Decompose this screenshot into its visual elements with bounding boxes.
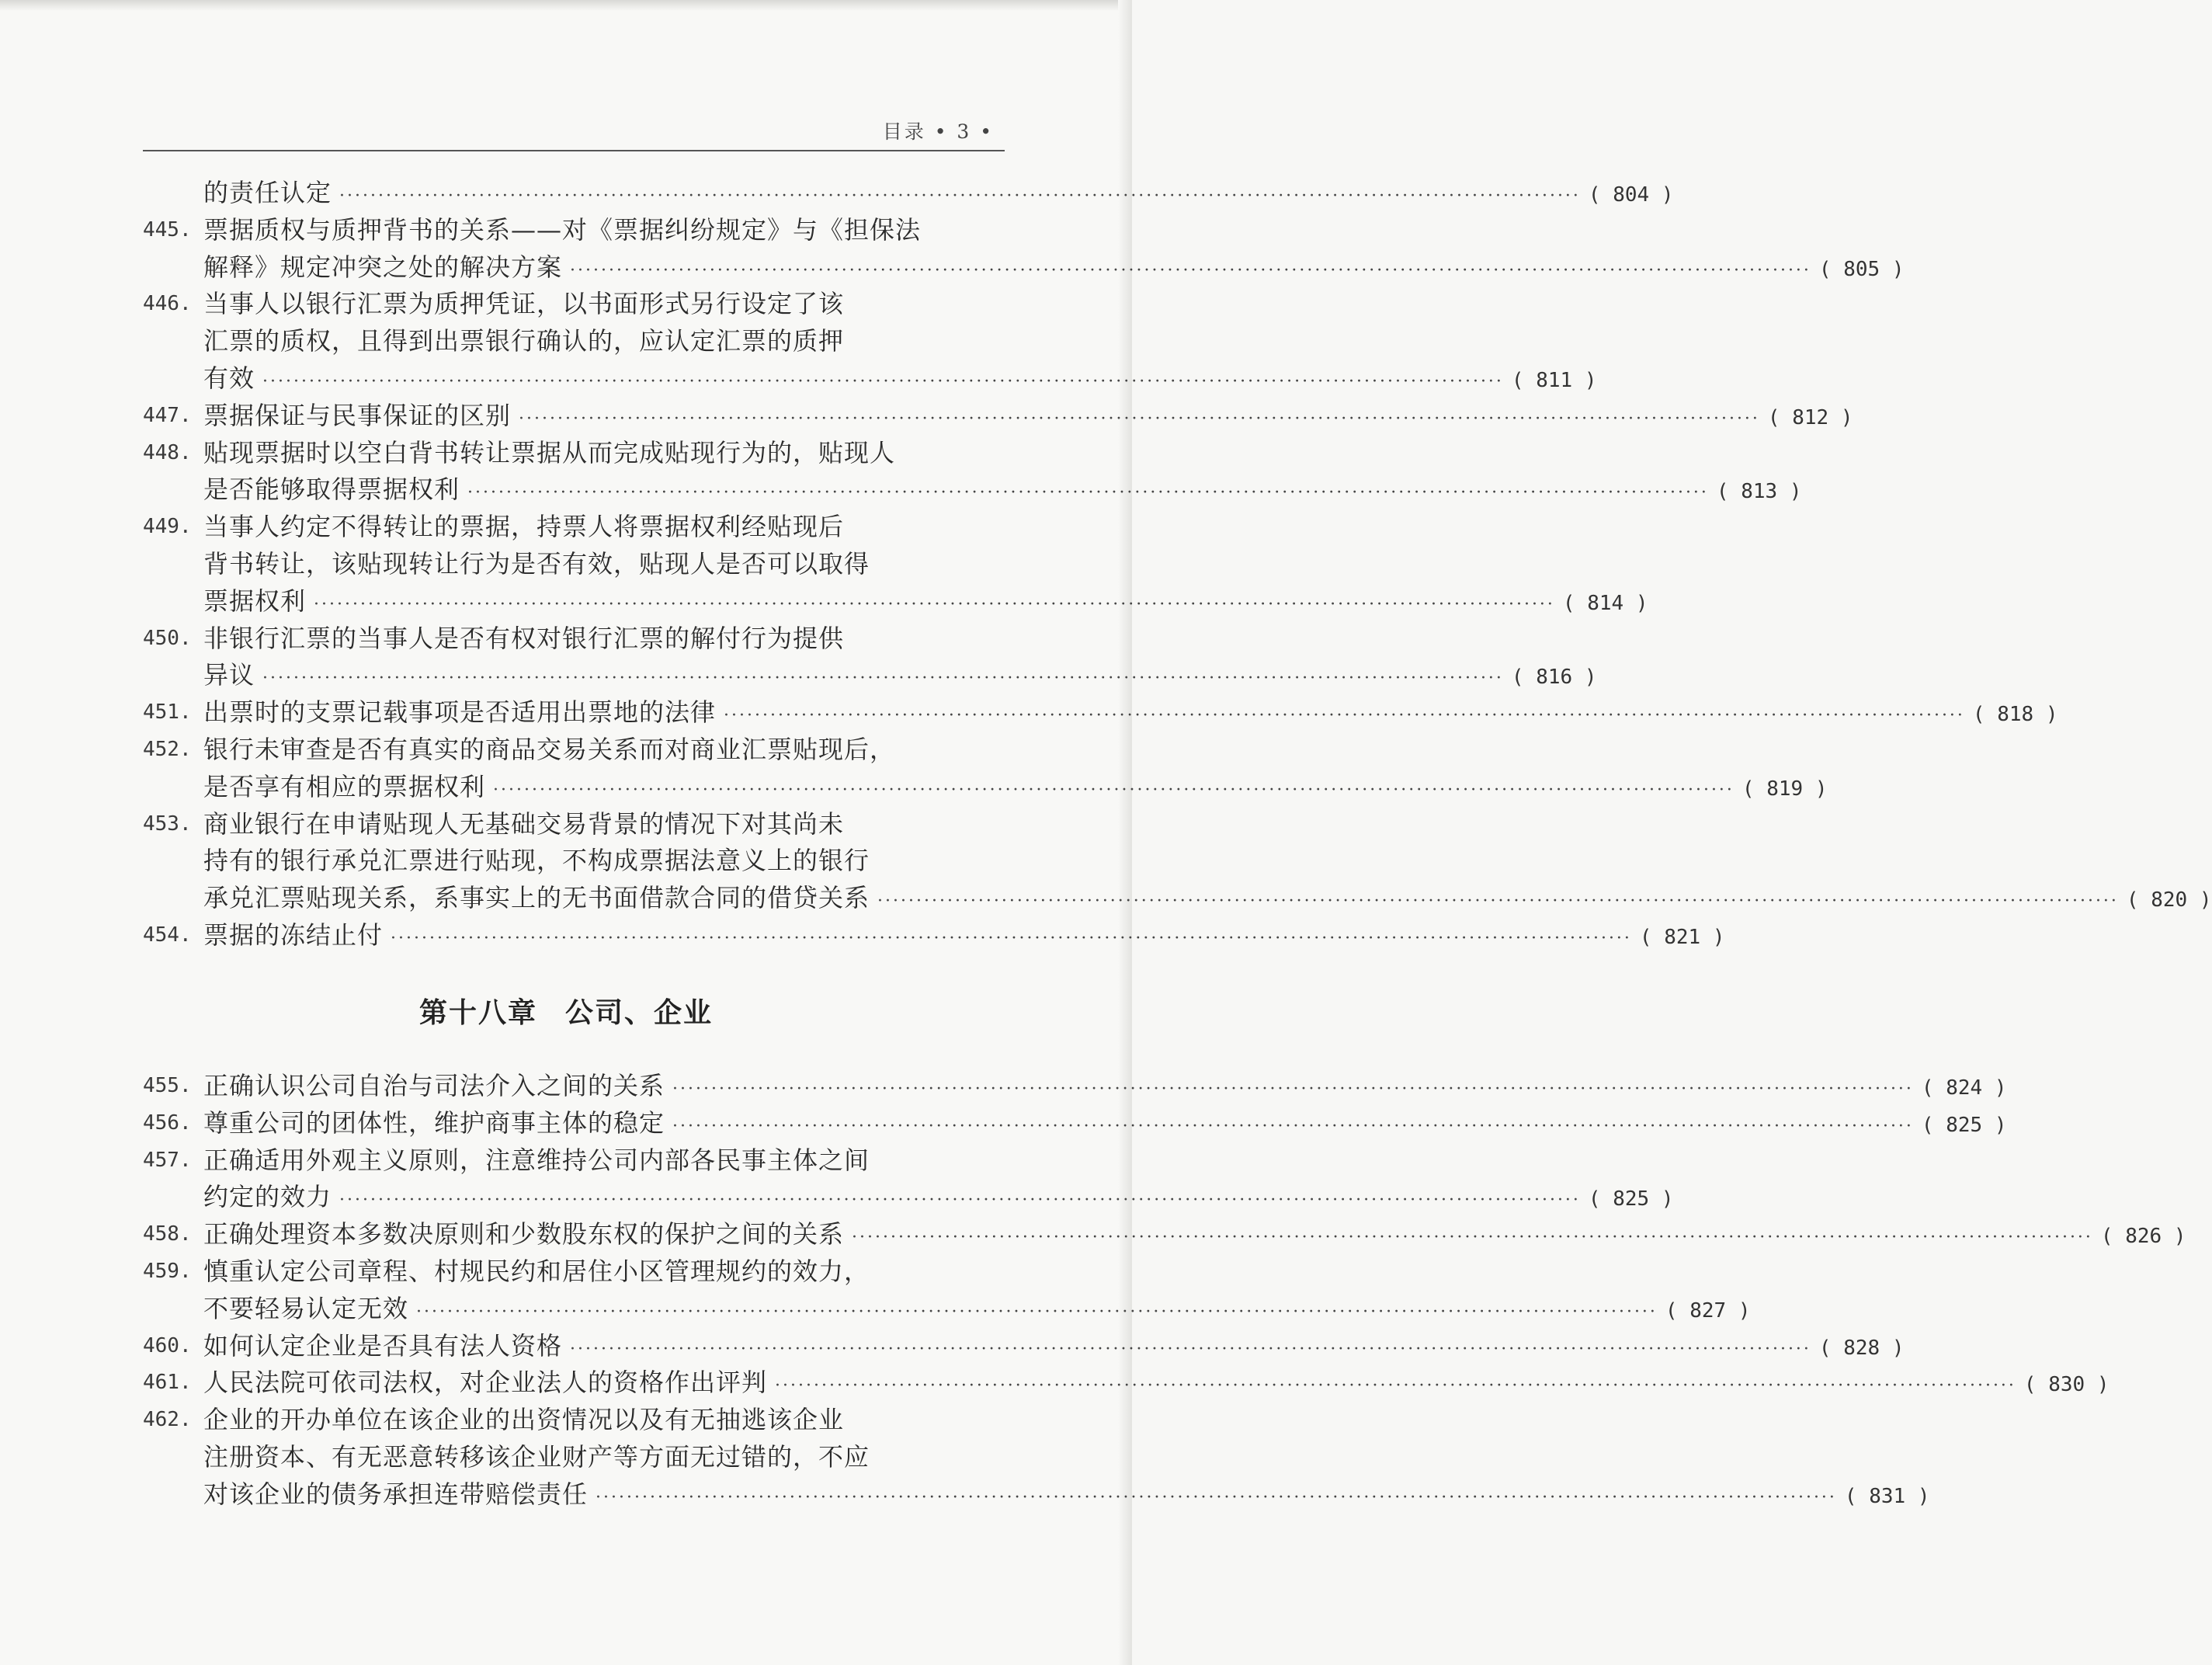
page-number: ( 816 )	[1511, 666, 1597, 690]
toc-line	[143, 656, 1597, 693]
page-number: ( 828 )	[1818, 1336, 1905, 1360]
leader-dots: ································································································································································	[262, 669, 1504, 689]
chapter-title: 公司、企业	[565, 997, 714, 1029]
leader-dots: ································································································································································	[416, 1302, 1658, 1322]
toc-line	[143, 731, 1006, 768]
toc-line	[143, 285, 1006, 322]
page-number: ( 824 )	[1921, 1076, 2007, 1100]
entry-title-line: 是否能够取得票据权利	[203, 474, 460, 505]
toc-line	[143, 1438, 1006, 1476]
entry-title-line: 票据权利	[203, 586, 307, 616]
toc-line	[143, 842, 1006, 879]
entry-title-line: 商业银行在申请贴现人无基础交易背景的情况下对其尚未	[203, 808, 845, 839]
leader-dots: ································································································································································	[314, 594, 1555, 614]
entry-title-line: 票据的冻结止付	[203, 920, 384, 950]
toc-entry-link[interactable]	[203, 879, 2212, 920]
toc-entry-link[interactable]	[203, 1178, 1674, 1219]
toc-line	[143, 434, 1006, 471]
entry-title-line: 不要轻易认定无效	[203, 1293, 409, 1323]
entry-title-line: 慎重认定公司章程、村规民约和居住小区管理规约的效力，	[203, 1257, 870, 1286]
entry-title-line: 当事人以银行汇票为质押凭证，以书面形式另行设定了该	[203, 289, 845, 319]
toc-line	[143, 211, 1006, 249]
running-header: 目录 • 3 •	[882, 120, 994, 143]
entry-title-line: 正确处理资本多数决原则和少数股东权的保护之间的关系	[203, 1219, 845, 1250]
toc-entry-link[interactable]	[203, 1067, 2007, 1108]
leader-dots: ································································································································································	[339, 186, 1581, 206]
entry-number: 455.	[143, 1074, 192, 1097]
page-number: ( 825 )	[1588, 1187, 1674, 1211]
toc-line	[143, 1327, 1905, 1364]
toc-entry-link[interactable]	[203, 249, 1905, 290]
leader-dots: ································································································································································	[339, 1191, 1581, 1211]
toc-entry-link[interactable]	[203, 656, 1597, 697]
leader-dots: ································································································································································	[262, 372, 1504, 391]
toc-line	[143, 1401, 1006, 1438]
entry-number: 450.	[143, 626, 192, 650]
entry-title-line: 贴现票据时以空白背书转让票据从而完成贴现行为的，贴现人	[203, 437, 896, 468]
toc-line	[143, 322, 1006, 360]
page-number: ( 811 )	[1511, 369, 1597, 392]
toc-line	[143, 1290, 1751, 1327]
page-number: ( 804 )	[1588, 183, 1674, 207]
page-number: ( 812 )	[1767, 405, 1853, 429]
toc-line	[143, 620, 1006, 657]
leader-dots: ································································································································································	[852, 1228, 2093, 1248]
entry-title-line: 汇票的质权，且得到出票银行确认的，应认定汇票的质押	[203, 326, 845, 356]
entry-number: 461.	[143, 1371, 192, 1395]
entry-title-line: 约定的效力	[203, 1182, 332, 1212]
toc-entry-link[interactable]	[203, 1104, 2007, 1145]
entry-title-line: 解释》规定冲突之处的解决方案	[203, 252, 563, 282]
toc-line	[143, 397, 1853, 434]
entry-title-line: 当事人约定不得转让的票据，持票人将票据权利经贴现后	[203, 512, 845, 542]
entry-title-line: 有效	[203, 363, 255, 393]
entry-number: 457.	[143, 1148, 192, 1172]
toc-entry-link[interactable]	[203, 1364, 2110, 1405]
toc-line	[143, 1104, 2007, 1142]
leader-dots: ································································································································································	[775, 1376, 2016, 1396]
leader-dots: ································································································································································	[493, 780, 1735, 800]
toc-entry-link[interactable]	[203, 360, 1597, 401]
leader-dots: ································································································································································	[672, 1079, 1914, 1099]
entry-title-line: 如何认定企业是否具有法人资格	[203, 1330, 563, 1361]
entry-title-line: 人民法院可依司法权，对企业法人的资格作出评判	[203, 1368, 768, 1398]
entry-number: 454.	[143, 923, 192, 947]
header-rule	[143, 150, 1005, 151]
toc-line	[143, 805, 1006, 843]
scan-top-edge	[0, 0, 1132, 11]
entry-number: 462.	[143, 1408, 192, 1432]
entry-title-line: 的责任认定	[203, 178, 332, 207]
entry-number: 460.	[143, 1333, 192, 1357]
entry-number: 445.	[143, 217, 192, 242]
page-number: ( 830 )	[2023, 1373, 2110, 1397]
chapter-heading	[0, 991, 1132, 1031]
leader-dots: ································································································································································	[570, 1339, 1811, 1359]
toc-line	[143, 1142, 1006, 1179]
entry-number: 453.	[143, 812, 192, 836]
chapter-number: 第十八章	[418, 997, 537, 1029]
leader-dots: ································································································································································	[877, 892, 2119, 912]
toc-line	[143, 471, 1802, 508]
toc-line	[143, 1253, 1006, 1290]
entry-title-line: 非银行汇票的当事人是否有权对银行汇票的解付行为提供	[203, 623, 845, 653]
entry-title-line: 正确适用外观主义原则，注意维持公司内部各民事主体之间	[203, 1145, 870, 1175]
entry-title-line: 异议	[203, 660, 255, 690]
toc-line	[143, 1364, 2110, 1401]
toc-line	[143, 582, 1648, 620]
toc-line	[143, 360, 1597, 397]
entry-number: 451.	[143, 700, 192, 725]
toc-line	[143, 768, 1828, 805]
page-number: ( 831 )	[1844, 1484, 1930, 1508]
entry-title-line: 票据保证与民事保证的区别	[203, 400, 512, 430]
entry-number: 448.	[143, 440, 192, 464]
toc-line	[143, 916, 1725, 954]
scan-right-edge	[1118, 0, 1132, 1665]
entry-title-line: 企业的开办单位在该企业的出资情况以及有无抽逃该企业	[203, 1405, 845, 1435]
page-number: ( 819 )	[1741, 777, 1828, 801]
entry-title-line: 出票时的支票记载事项是否适用出票地的法律	[203, 697, 717, 728]
page-number: ( 827 )	[1665, 1298, 1751, 1323]
entry-title-line: 正确认识公司自治与司法介入之间的关系	[203, 1071, 665, 1100]
entry-title-line: 尊重公司的团体性，维护商事主体的稳定	[203, 1107, 665, 1138]
page-number: ( 818 )	[1972, 703, 2058, 727]
toc-entry-link[interactable]	[203, 693, 2058, 735]
entry-title-line: 银行未审查是否有真实的商品交易关系而对商业汇票贴现后，	[203, 735, 896, 764]
entry-number: 449.	[143, 515, 192, 539]
toc-entry-link[interactable]	[203, 1327, 1905, 1368]
page-number: ( 825 )	[1921, 1113, 2007, 1137]
toc-entry-link[interactable]	[203, 768, 1828, 809]
toc-line	[143, 1215, 2186, 1253]
leader-dots: ································································································································································	[724, 706, 1965, 726]
toc-entry-link[interactable]	[203, 916, 1725, 958]
toc-entry-link[interactable]	[203, 1215, 2186, 1257]
toc-line	[143, 249, 1905, 286]
page-number: ( 826 )	[2100, 1225, 2186, 1249]
entry-title-line: 持有的银行承兑汇票进行贴现，不构成票据法意义上的银行	[203, 846, 870, 876]
leader-dots: ································································································································································	[467, 483, 1709, 503]
entry-number: 458.	[143, 1222, 192, 1246]
page-number: ( 820 )	[2126, 888, 2212, 912]
entry-title-line: 承兑汇票贴现关系，系事实上的无书面借款合同的借贷关系	[203, 883, 870, 913]
toc-entry-link[interactable]	[203, 1476, 1930, 1517]
toc-entry-link[interactable]	[203, 471, 1802, 512]
toc-line	[143, 1067, 2007, 1104]
toc-line	[143, 1178, 1674, 1215]
toc-line	[143, 508, 1006, 545]
toc-line	[143, 174, 1674, 211]
entry-number: 446.	[143, 292, 192, 316]
entry-title-line: 注册资本、有无恶意转移该企业财产等方面无过错的，不应	[203, 1442, 870, 1472]
leader-dots: ································································································································································	[570, 260, 1811, 280]
toc-line	[143, 545, 1006, 582]
page-number: ( 821 )	[1639, 926, 1725, 949]
toc-entry-link[interactable]	[203, 397, 1853, 438]
toc-entry-link[interactable]	[203, 174, 1674, 215]
toc-line	[143, 1476, 1930, 1513]
entry-number: 459.	[143, 1260, 192, 1283]
leader-dots: ································································································································································	[391, 929, 1632, 948]
leader-dots: ································································································································································	[596, 1487, 1837, 1507]
leader-dots: ································································································································································	[672, 1116, 1914, 1136]
entry-title-line: 票据质权与质押背书的关系——对《票据纠纷规定》与《担保法	[203, 214, 922, 245]
entry-title-line: 对该企业的债务承担连带赔偿责任	[203, 1479, 589, 1509]
entry-number: 447.	[143, 403, 192, 427]
page-number: ( 813 )	[1716, 480, 1802, 504]
page-number: ( 814 )	[1562, 591, 1648, 615]
leader-dots: ································································································································································	[519, 408, 1760, 429]
toc-entry-link[interactable]	[203, 1290, 1751, 1331]
toc-entry-link[interactable]	[203, 582, 1648, 624]
toc-line	[143, 693, 2058, 731]
entry-number: 456.	[143, 1111, 192, 1135]
toc-line	[143, 879, 2212, 916]
entry-title-line: 是否享有相应的票据权利	[203, 771, 486, 801]
entry-number: 452.	[143, 738, 192, 761]
entry-title-line: 背书转让，该贴现转让行为是否有效，贴现人是否可以取得	[203, 549, 870, 579]
page-number: ( 805 )	[1818, 257, 1905, 281]
